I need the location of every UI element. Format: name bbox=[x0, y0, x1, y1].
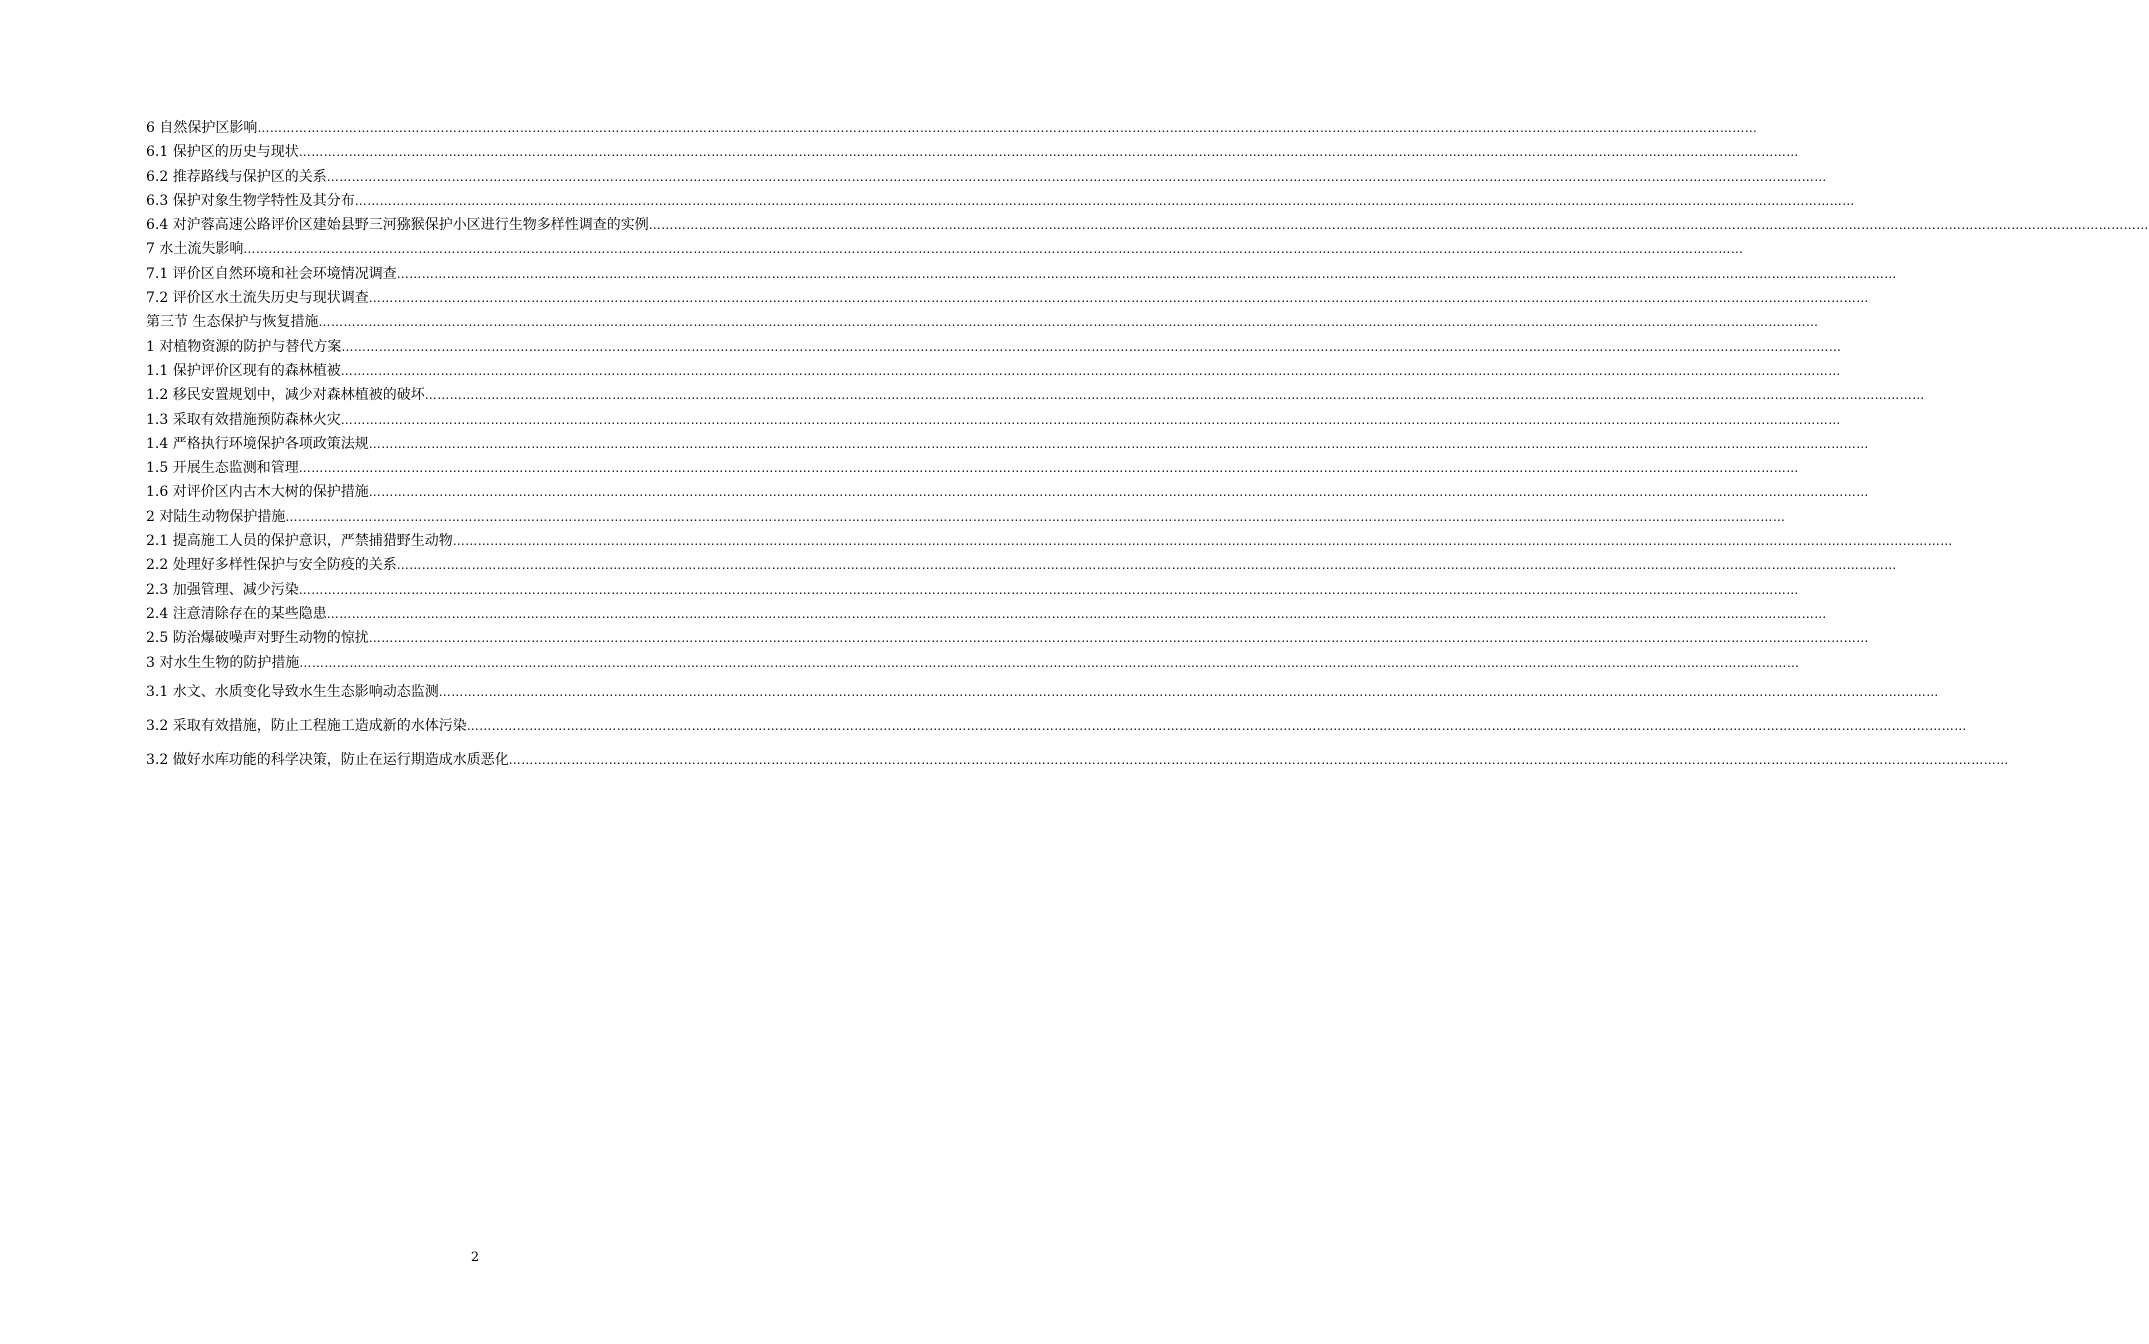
leader-dots: ……………………………………………………………………………………………………………………………………………………………………………………………………………………………………………………………………………………………………………………………… bbox=[452, 534, 1953, 549]
leader-dots: ……………………………………………………………………………………………………………………………………………………………………………………………………………………………………………………………………………………………………………………………… bbox=[326, 606, 1827, 621]
toc-entry bbox=[146, 743, 2009, 777]
toc-entry bbox=[146, 626, 1869, 650]
table-of-contents bbox=[146, 116, 2149, 777]
toc-entry bbox=[146, 675, 1939, 709]
toc-entry bbox=[146, 505, 1786, 529]
toc-entry bbox=[146, 553, 1897, 577]
leader-dots: ……………………………………………………………………………………………………………………………………………………………………………………………………………………………………………………………………………………………………………………………… bbox=[341, 339, 1842, 354]
toc-entry bbox=[146, 286, 1869, 310]
toc-entry-text: 1.1 保护评价区现有的森林植被 bbox=[146, 362, 341, 379]
toc-entry bbox=[146, 213, 2149, 237]
toc-entry-text: 7.2 评价区水土流失历史与现状调查 bbox=[146, 290, 369, 307]
leader-dots: ……………………………………………………………………………………………………………………………………………………………………………………………………………………………………………………………………………………………………………………………… bbox=[396, 558, 1897, 573]
toc-entry-text: 1.5 开展生态监测和管理 bbox=[146, 460, 299, 477]
page-number: 2 bbox=[470, 1250, 480, 1265]
toc-entry bbox=[146, 578, 1799, 602]
toc-entry-text: 1.6 对评价区内古木大树的保护措施 bbox=[146, 484, 369, 501]
toc-entry bbox=[146, 529, 1953, 553]
toc-entry bbox=[146, 709, 1967, 743]
toc-entry bbox=[146, 408, 1841, 432]
toc-entry-text: 3.2 采取有效措施，防止工程施工造成新的水体污染 bbox=[146, 717, 467, 734]
toc-entry bbox=[146, 237, 1744, 261]
toc-entry bbox=[146, 602, 1827, 626]
toc-entry bbox=[146, 189, 1855, 213]
leader-dots: ……………………………………………………………………………………………………………………………………………………………………………………………………………………………………………………………………………………………………………………………… bbox=[318, 315, 1819, 330]
toc-entry-text: 2.4 注意清除存在的某些隐患 bbox=[146, 605, 327, 622]
toc-entry-text: 1.4 严格执行环境保护各项政策法规 bbox=[146, 435, 369, 452]
toc-entry-text: 第三节 生态保护与恢复措施 bbox=[146, 314, 319, 331]
leader-dots: ……………………………………………………………………………………………………………………………………………………………………………………………………………………………………………………………………………………………………………………………… bbox=[648, 218, 2149, 233]
leader-dots: ……………………………………………………………………………………………………………………………………………………………………………………………………………………………………………………………………………………………………………………………… bbox=[285, 509, 1786, 524]
toc-entry-text: 2.3 加强管理、减少污染 bbox=[146, 581, 299, 598]
toc-entry-text: 7.1 评价区自然环境和社会环境情况调查 bbox=[146, 265, 397, 282]
toc-entry-text: 6.2 推荐路线与保护区的关系 bbox=[146, 168, 327, 185]
toc-entry-text: 1.2 移民安置规划中，减少对森林植被的破坏 bbox=[146, 387, 425, 404]
toc-entry-text: 2.2 处理好多样性保护与安全防疫的关系 bbox=[146, 557, 397, 574]
toc-entry-text: 1.3 采取有效措施预防森林火灾 bbox=[146, 411, 341, 428]
toc-entry bbox=[146, 359, 1841, 383]
toc-entry bbox=[146, 480, 1869, 504]
leader-dots: ……………………………………………………………………………………………………………………………………………………………………………………………………………………………………………………………………………………………………………………………… bbox=[424, 388, 1925, 403]
toc-entry bbox=[146, 383, 1925, 407]
leader-dots: ……………………………………………………………………………………………………………………………………………………………………………………………………………………………………………………………………………………………………………………………… bbox=[326, 169, 1827, 184]
toc-entry-text: 3.1 水文、水质变化导致水生生态影响动态监测 bbox=[146, 683, 439, 700]
leader-dots: ……………………………………………………………………………………………………………………………………………………………………………………………………………………………………………………………………………………………………………………………… bbox=[396, 266, 1897, 281]
leader-dots: ……………………………………………………………………………………………………………………………………………………………………………………………………………………………………………………………………………………………………………………………… bbox=[368, 291, 1869, 306]
toc-entry bbox=[146, 335, 1842, 359]
toc-entry bbox=[146, 116, 1758, 140]
toc-entry bbox=[146, 432, 1869, 456]
toc-entry-text: 6.4 对沪蓉高速公路评价区建始县野三河猕猴保护小区进行生物多样性调查的实例 bbox=[146, 217, 649, 234]
leader-dots: ……………………………………………………………………………………………………………………………………………………………………………………………………………………………………………………………………………………………………………………………… bbox=[340, 363, 1841, 378]
leader-dots: ……………………………………………………………………………………………………………………………………………………………………………………………………………………………………………………………………………………………………………………………… bbox=[340, 412, 1841, 427]
toc-entry-text: 6.3 保护对象生物学特性及其分布 bbox=[146, 192, 355, 209]
toc-entry bbox=[146, 165, 1827, 189]
toc-entry bbox=[146, 456, 1799, 480]
leader-dots: ……………………………………………………………………………………………………………………………………………………………………………………………………………………………………………………………………………………………………………………………… bbox=[438, 684, 1939, 699]
toc-entry-text: 3.2 做好水库功能的科学决策，防止在运行期造成水质恶化 bbox=[146, 751, 509, 768]
leader-dots: ……………………………………………………………………………………………………………………………………………………………………………………………………………………………………………………………………………………………………………………………… bbox=[354, 193, 1855, 208]
leader-dots: ……………………………………………………………………………………………………………………………………………………………………………………………………………………………………………………………………………………………………………………………… bbox=[299, 655, 1800, 670]
toc-entry bbox=[146, 651, 1800, 675]
toc-entry-text: 6 自然保护区影响 bbox=[146, 120, 258, 136]
leader-dots: ……………………………………………………………………………………………………………………………………………………………………………………………………………………………………………………………………………………………………………………………… bbox=[298, 145, 1799, 160]
leader-dots: ……………………………………………………………………………………………………………………………………………………………………………………………………………………………………………………………………………………………………………………………… bbox=[298, 461, 1799, 476]
toc-entry-text: 3 对水生生物的防护措施 bbox=[146, 654, 300, 671]
toc-entry-text: 1 对植物资源的防护与替代方案 bbox=[146, 338, 342, 355]
toc-entry bbox=[146, 262, 1897, 286]
leader-dots: ……………………………………………………………………………………………………………………………………………………………………………………………………………………………………………………………………………………………………………………………… bbox=[368, 631, 1869, 646]
leader-dots: ……………………………………………………………………………………………………………………………………………………………………………………………………………………………………………………………………………………………………………………………… bbox=[298, 582, 1799, 597]
toc-entry-text: 2 对陆生动物保护措施 bbox=[146, 508, 286, 525]
toc-entry bbox=[146, 140, 1799, 164]
leader-dots: ……………………………………………………………………………………………………………………………………………………………………………………………………………………………………………………………………………………………………………………………… bbox=[243, 242, 1744, 257]
leader-dots: ……………………………………………………………………………………………………………………………………………………………………………………………………………………………………………………………………………………………………………………………… bbox=[368, 436, 1869, 451]
toc-entry-text: 2.5 防治爆破噪声对野生动物的惊扰 bbox=[146, 630, 369, 647]
toc-entry-text: 6.1 保护区的历史与现状 bbox=[146, 144, 299, 161]
toc-entry bbox=[146, 310, 1819, 334]
toc-entry-text: 2.1 提高施工人员的保护意识，严禁捕猎野生动物 bbox=[146, 533, 453, 550]
leader-dots: ……………………………………………………………………………………………………………………………………………………………………………………………………………………………………………………………………………………………………………………………… bbox=[257, 121, 1758, 135]
leader-dots: ……………………………………………………………………………………………………………………………………………………………………………………………………………………………………………………………………………………………………………………………… bbox=[368, 485, 1869, 500]
leader-dots: ……………………………………………………………………………………………………………………………………………………………………………………………………………………………………………………………………………………………………………………………… bbox=[466, 718, 1967, 733]
leader-dots: ……………………………………………………………………………………………………………………………………………………………………………………………………………………………………………………………………………………………………………………………… bbox=[508, 752, 2009, 767]
toc-entry-text: 7 水土流失影响 bbox=[146, 241, 244, 258]
